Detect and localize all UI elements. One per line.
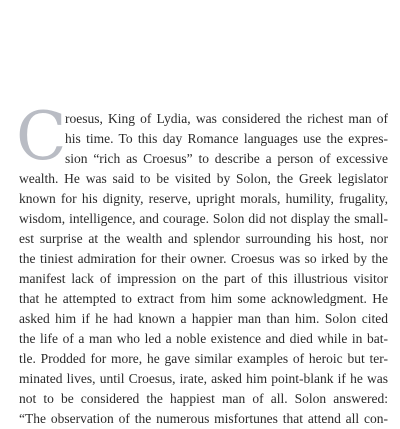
paragraph-line-8: the tiniest admiration for their owner. Croesus was so irked by the: [19, 251, 388, 266]
paragraph-line-5: known for his dignity, reserve, upright morals, humility, frugality,: [19, 191, 388, 206]
paragraph-line-1: roesus, King of Lydia, was considered the richest man of: [65, 111, 388, 126]
paragraph-line-12: the life of a man who led a noble existence and died while in bat-: [19, 331, 388, 346]
paragraph-line-14: minated lives, until Croesus, irate, asked him point-blank if he was: [19, 371, 388, 386]
paragraph-line-11: asked him if he had known a happier man than him. Solon cited: [19, 311, 388, 326]
paragraph-line-16: “The observation of the numerous misfortunes that attend all con-: [19, 411, 388, 426]
paragraph-line-3: sion “rich as Croesus” to describe a person of excessive: [65, 151, 388, 166]
paragraph-line-4: wealth. He was said to be visited by Solon, the Greek legislator: [19, 171, 388, 186]
paragraph-line-13: tle. Prodded for more, he gave similar examples of heroic but ter-: [19, 351, 388, 366]
paragraph-line-6: wisdom, intelligence, and courage. Solon did not display the small-: [19, 211, 388, 226]
paragraph-line-7: est surprise at the wealth and splendor surrounding his host, nor: [19, 231, 388, 246]
drop-cap: C: [16, 98, 67, 175]
paragraph-line-2: his time. To this day Romance languages use the expres-: [65, 131, 388, 146]
paragraph-line-9: manifest lack of impression on the part of this illustrious visitor: [19, 271, 388, 286]
paragraph-line-10: that he attempted to extract from him some acknowledgment. He: [19, 291, 388, 306]
paragraph-line-15: not to be considered the happiest man of all. Solon answered:: [19, 391, 388, 406]
